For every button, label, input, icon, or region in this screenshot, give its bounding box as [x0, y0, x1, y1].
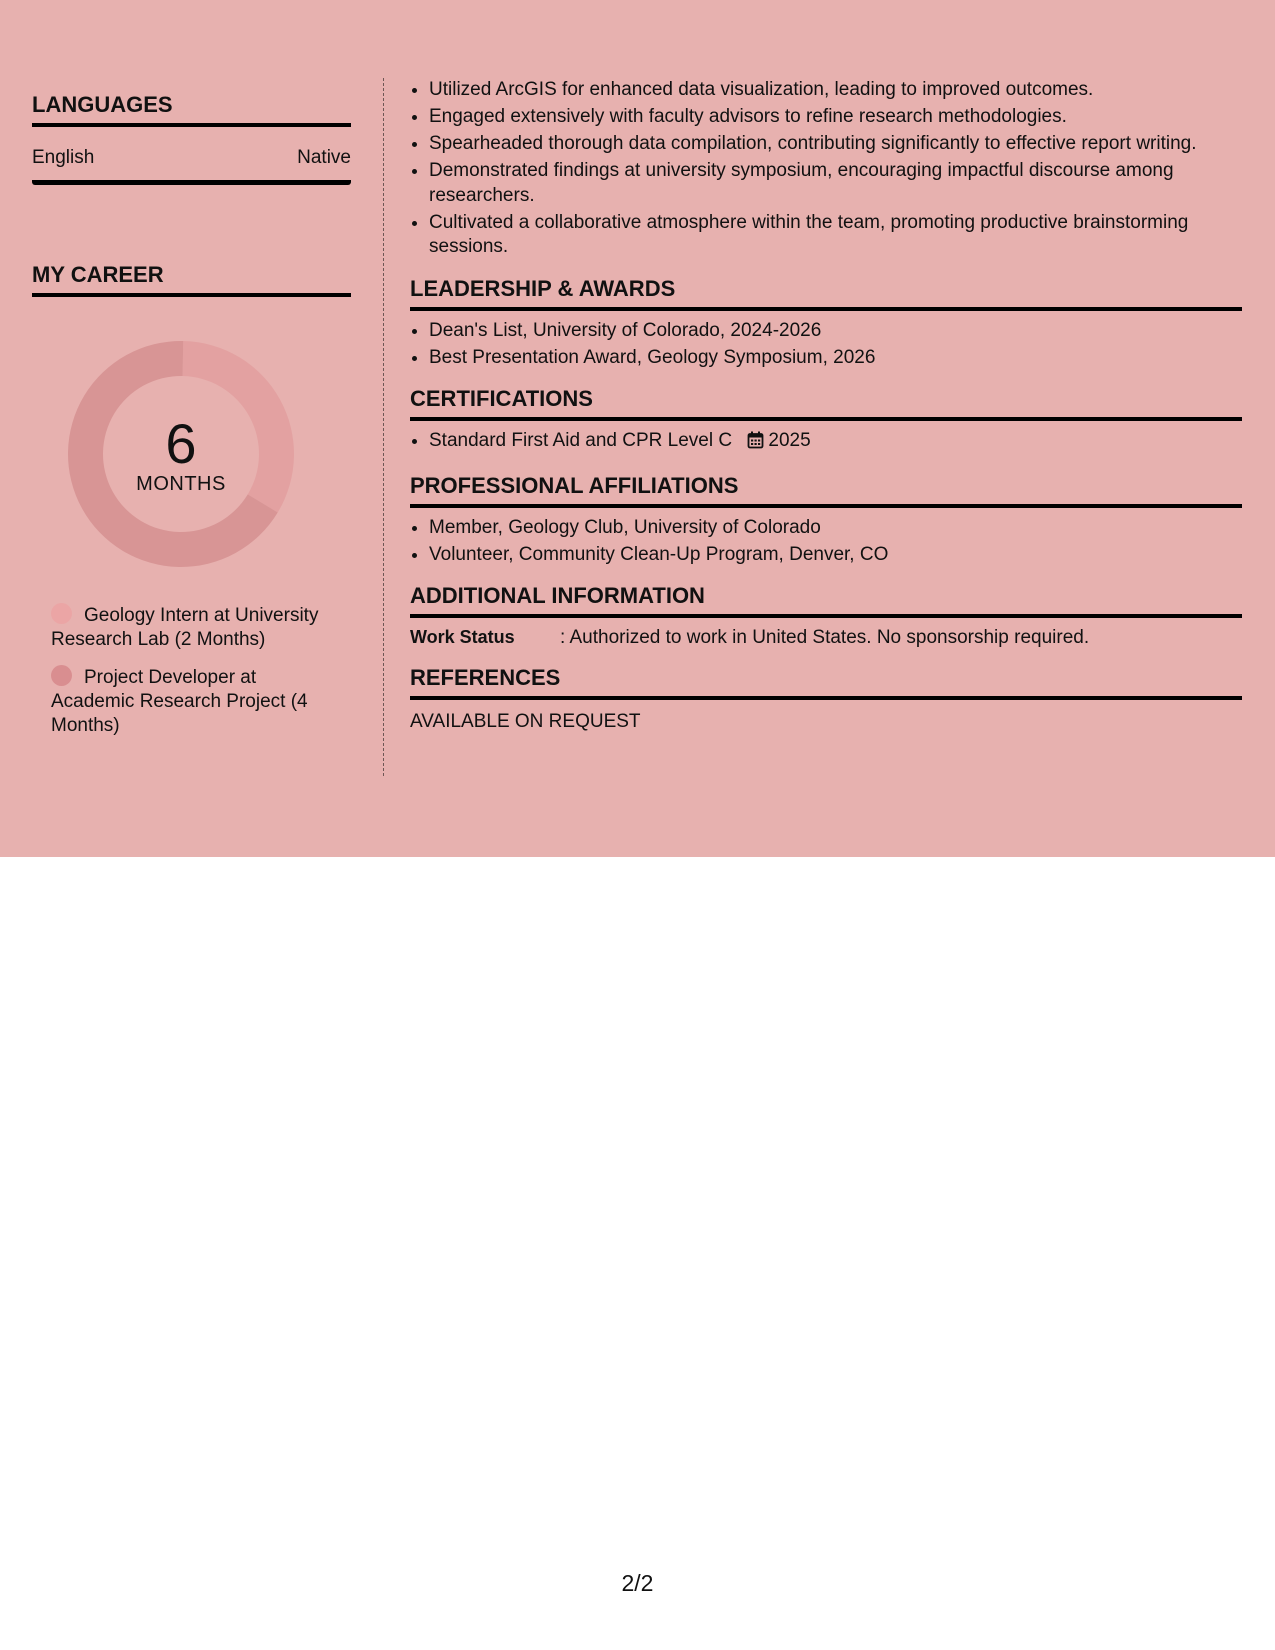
references-heading: REFERENCES: [410, 665, 1242, 700]
donut-center: [66, 339, 296, 569]
legend-item: [51, 665, 331, 738]
dot-icon: [51, 665, 72, 686]
list-item: • Best Presentation Award, Geology Symposium, 2026: [429, 346, 1242, 371]
page-number: 2/2: [621, 1570, 654, 1596]
leadership-section: [410, 276, 1242, 371]
list-item: • Demonstrated findings at university symposium, encouraging impactful discourse among researchers.: [429, 159, 1242, 208]
career-donut-chart: [66, 339, 296, 569]
languages-heading: LANGUAGES: [32, 92, 351, 127]
donut-total-unit: MONTHS: [136, 473, 226, 495]
right-column: [410, 78, 1242, 733]
affiliations-section: [410, 473, 1242, 568]
certification-year: 2025: [768, 430, 811, 451]
calendar-icon: [747, 431, 764, 457]
list-item: • Utilized ArcGIS for enhanced data visualization, leading to improved outcomes.: [429, 78, 1242, 103]
career-heading: MY CAREER: [32, 262, 351, 297]
affiliations-heading: PROFESSIONAL AFFILIATIONS: [410, 473, 1242, 508]
additional-info-heading: ADDITIONAL INFORMATION: [410, 583, 1242, 618]
donut-total-number: 6: [165, 412, 197, 475]
work-status-value: : Authorized to work in United States. No sponsorship required.: [560, 627, 1090, 648]
certifications-list: [410, 429, 1242, 457]
career-legend: [51, 603, 331, 738]
leadership-list: [410, 319, 1242, 371]
left-column: [32, 92, 351, 751]
certifications-heading: CERTIFICATIONS: [410, 386, 1242, 421]
legend-label: Project Developer at Academic Research Project (4 Months): [51, 667, 308, 736]
list-item: [429, 429, 1242, 457]
language-name: English: [32, 147, 95, 168]
list-item: • Dean's List, University of Colorado, 2024-2026: [429, 319, 1242, 344]
additional-info-section: [410, 583, 1242, 649]
language-level: Native: [297, 147, 351, 168]
references-section: [410, 665, 1242, 733]
certifications-section: [410, 386, 1242, 457]
legend-item: [51, 603, 331, 652]
certification-name: Standard First Aid and CPR Level C: [429, 430, 733, 451]
list-item: • Cultivated a collaborative atmosphere within the team, promoting productive brainstorming sessions.: [429, 211, 1242, 260]
legend-label: Geology Intern at University Research Lab (2 Months): [51, 605, 319, 650]
list-item: • Member, Geology Club, University of Colorado: [429, 516, 1242, 541]
language-row: [32, 147, 351, 185]
list-item: • Volunteer, Community Clean-Up Program, Denver, CO: [429, 543, 1242, 568]
work-status-row: [410, 627, 1242, 649]
column-divider: [383, 78, 384, 776]
list-item: • Engaged extensively with faculty advisors to refine research methodologies.: [429, 105, 1242, 130]
list-item: • Spearheaded thorough data compilation, contributing significantly to effective report writing.: [429, 132, 1242, 157]
work-status-label: Work Status: [410, 627, 515, 647]
dot-icon: [51, 603, 72, 624]
references-text: AVAILABLE ON REQUEST: [410, 711, 641, 732]
leadership-heading: LEADERSHIP & AWARDS: [410, 276, 1242, 311]
experience-bullet-list: [410, 78, 1242, 260]
affiliations-list: [410, 516, 1242, 568]
